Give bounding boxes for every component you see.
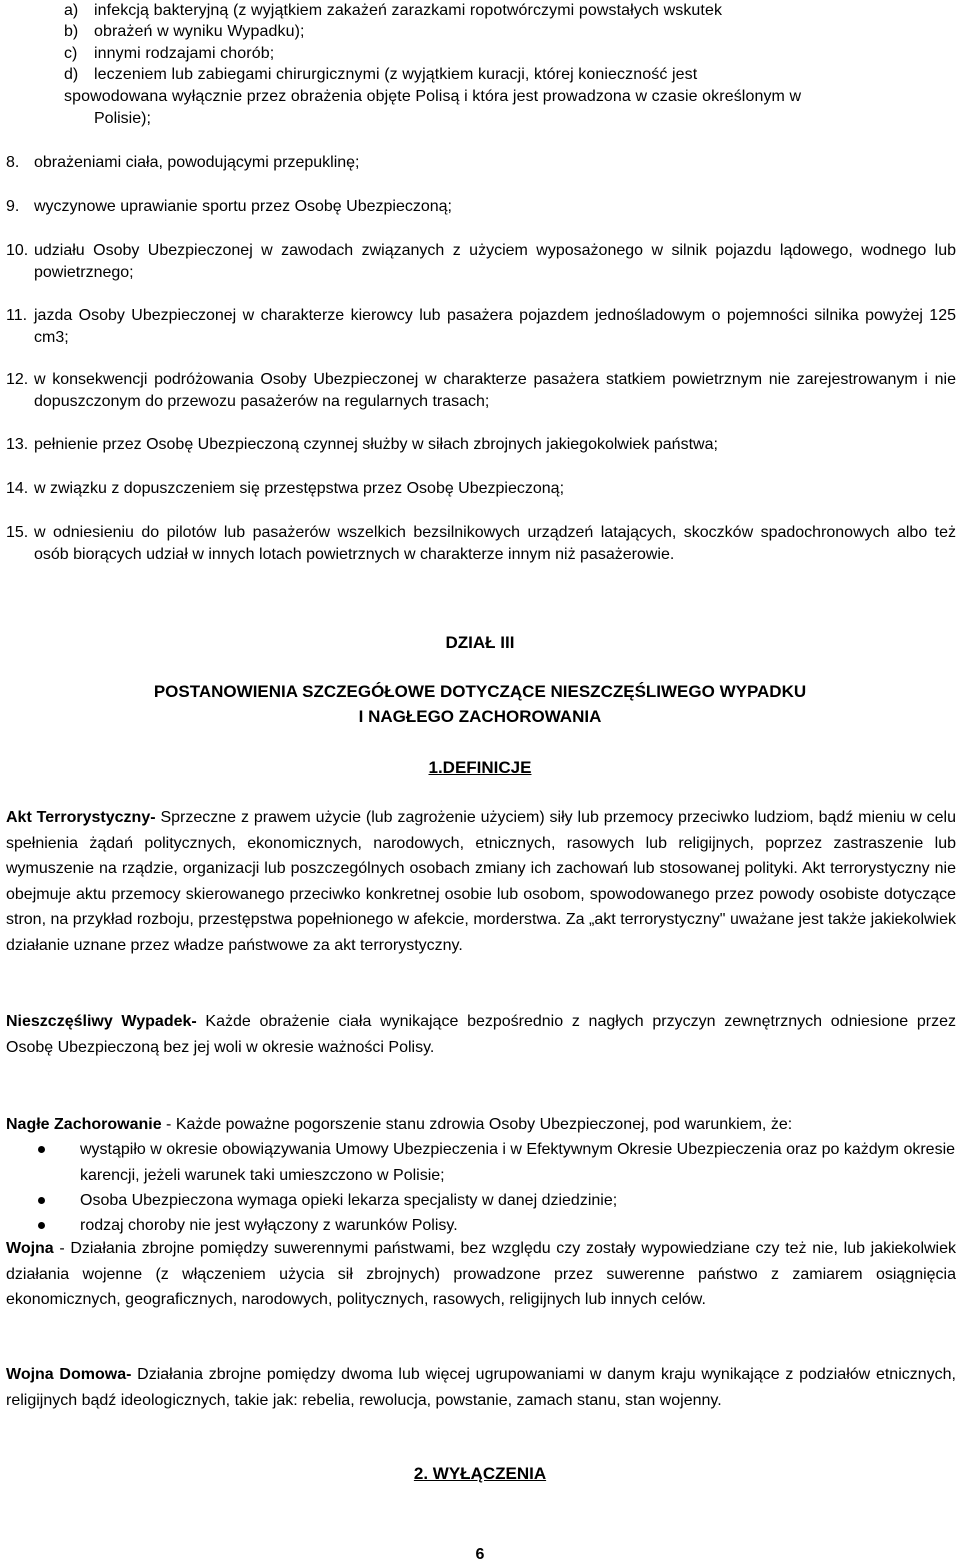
list-text: w związku z dopuszczeniem się przestępstwa przez Osobę Ubezpieczoną;: [34, 480, 565, 497]
bullet-item: [30, 1188, 956, 1214]
list-item: [6, 369, 956, 413]
list-item: [6, 522, 956, 566]
definition-illness: [6, 1112, 956, 1138]
bullet-text: Osoba Ubezpieczona wymaga opieki lekarza specjalisty w danej dziedzinie;: [80, 1192, 618, 1209]
definition-war: [6, 1236, 956, 1313]
definition-terror: [6, 805, 956, 958]
list-text: w odniesieniu do pilotów lub pasażerów wszelkich bezsilnikowych urządzeń latających, skoczków spadochronowych albo też osób biorących udział w innych lotach powietrznych w charakterze innym niż pasażerowie.: [34, 524, 956, 563]
list-label: d): [64, 66, 79, 83]
list-text-continuation: spowodowana wyłącznie przez obrażenia objęte Polisą i która jest prowadzona w czasie określonym w: [64, 88, 802, 105]
list-label: a): [64, 2, 79, 19]
list-text: w konsekwencji podróżowania Osoby Ubezpieczonej w charakterze pasażera statkiem powietrznym nie zarejestrowanym i nie dopuszczonym do przewozu pasażerów na regularnych trasach;: [34, 371, 956, 410]
list-item: [64, 43, 956, 65]
list-label: 9.: [6, 198, 20, 215]
list-text: innymi rodzajami chorób;: [94, 45, 275, 62]
definition-text: Każde obrażenie ciała wynikające bezpośrednio z nagłych przyczyn zewnętrznych odniesione przez Osobę Ubezpieczoną bez jej woli w okresie ważności Polisy.: [6, 1013, 957, 1056]
list-text: udziału Osoby Ubezpieczonej w zawodach związanych z użyciem wyposażonego w silnik pojazdu lądowego, wodnego lub powietrznego;: [34, 242, 956, 281]
list-text: obrażeń w wyniku Wypadku);: [94, 23, 305, 40]
definition-term: Nagłe Zachorowanie: [6, 1116, 162, 1133]
list-item: [6, 434, 956, 456]
list-label: c): [64, 45, 78, 62]
section-subtitle: POSTANOWIENIA SZCZEGÓŁOWE DOTYCZĄCE NIESZCZĘŚLIWEGO WYPADKU: [153, 682, 807, 701]
list-item: [6, 196, 956, 218]
list-text-continuation: Polisie);: [94, 110, 151, 127]
list-text: wyczynowe uprawianie sportu przez Osobę Ubezpieczoną;: [34, 198, 452, 215]
bullet-icon: [38, 1146, 45, 1153]
definition-civil-war: [6, 1362, 956, 1413]
section-subtitle: I NAGŁEGO ZACHOROWANIA: [358, 707, 602, 726]
list-item: [6, 305, 956, 349]
list-item: [64, 64, 956, 86]
list-item: [64, 0, 956, 22]
definition-term: Akt Terrorystyczny-: [6, 809, 156, 826]
definition-text: Sprzeczne z prawem użycie (lub zagrożenie użyciem) siły lub przemocy przeciwko ludziom, bądź mieniu w celu spełnienia żądań politycznych, ekonomicznych, narodowych, etnicznych, rasowych lub religijnych, poprzez zastraszenie lub wymuszenie na rządzie, organizacji lub poszczególnych osobach zmiany ich zachowań lub stosowanej polityki. Akt terrorystyczny nie obejmuje aktu przemocy skierowanego przeciwko konkretnej osobie lub osobom, spowodowanego przez powody osobiste dotyczące stron, na przykład rozboju, przestępstwa popełnionego w afekcie, morderstwa. Za „akt terrorystyczny" uważane jest także jakiekolwiek działanie uznane przez władze państwowe za akt terrorystyczny.: [6, 809, 956, 954]
bullet-text: rodzaj choroby nie jest wyłączony z warunków Polisy.: [80, 1217, 458, 1234]
list-text: jazda Osoby Ubezpieczonej w charakterze kierowcy lub pasażera pojazdem jednośladowym o pojemności silnika powyżej 125 cm3;: [34, 307, 956, 346]
definition-text: - Działania zbrojne pomiędzy suwerennymi państwami, bez względu czy zostały wypowiedziane czy też nie, lub jakiekolwiek działania wojenne (z włączeniem użycia sił zbrojnych) prowadzone przez suwerenne państwo z zamiarem osiągnięcia ekonomicznych, geograficznych, narodowych, politycznych, rasowych, religijnych lub innych celów.: [6, 1240, 956, 1308]
list-label: 14.: [6, 480, 29, 497]
list-item: [64, 21, 956, 43]
definition-term: Nieszczęśliwy Wypadek-: [6, 1013, 197, 1030]
list-label: 8.: [6, 154, 20, 171]
bullet-text: wystąpiło w okresie obowiązywania Umowy Ubezpieczenia i w Efektywnym Okresie Ubezpieczenia oraz po każdym okresie karencji, jeżeli warunek taki umieszczono w Polisie;: [80, 1141, 956, 1184]
list-text: leczeniem lub zabiegami chirurgicznymi (z wyjątkiem kuracji, której konieczność jest: [94, 66, 698, 83]
definition-text: Działania zbrojne pomiędzy dwoma lub więcej ugrupowaniami w danym kraju wynikające z podziałów etnicznych, religijnych bądź ideologicznych, takie jak: rebelia, rewolucja, powstanie, zamach stanu, stan wojenny.: [6, 1366, 956, 1409]
list-label: b): [64, 23, 79, 40]
section-title: DZIAŁ III: [445, 633, 515, 652]
page-number: 6: [475, 1546, 485, 1563]
definitions-heading: 1.DEFINICJE: [428, 758, 532, 777]
list-label: 10.: [6, 242, 29, 259]
bullet-icon: [38, 1222, 45, 1229]
definition-text: - Każde poważne pogorszenie stanu zdrowia Osoby Ubezpieczonej, pod warunkiem, że:: [161, 1116, 793, 1133]
list-item: [6, 152, 956, 174]
definition-term: Wojna Domowa-: [6, 1366, 132, 1383]
list-text: obrażeniami ciała, powodującymi przepuklinę;: [34, 154, 360, 171]
bullet-icon: [38, 1197, 45, 1204]
list-item: [6, 478, 956, 500]
bullet-item: [30, 1137, 956, 1188]
exclusions-heading: 2. WYŁĄCZENIA: [413, 1464, 547, 1483]
list-item: [6, 240, 956, 284]
exclusions-heading-wrap: [0, 1463, 960, 1485]
list-text: infekcją bakteryjną (z wyjątkiem zakażeń zarazkami ropotwórczymi powstałych wskutek: [94, 2, 723, 19]
definition-term: Wojna: [6, 1240, 54, 1257]
list-text: pełnienie przez Osobę Ubezpieczoną czynnej służby w siłach zbrojnych jakiegokolwiek państwa;: [34, 436, 718, 453]
definitions-heading-wrap: [0, 757, 960, 779]
list-label: 12.: [6, 371, 29, 388]
list-label: 15.: [6, 524, 29, 541]
list-label: 13.: [6, 436, 29, 453]
bullet-item: [30, 1213, 956, 1239]
list-label: 11.: [6, 307, 28, 324]
definition-accident: [6, 1009, 956, 1060]
